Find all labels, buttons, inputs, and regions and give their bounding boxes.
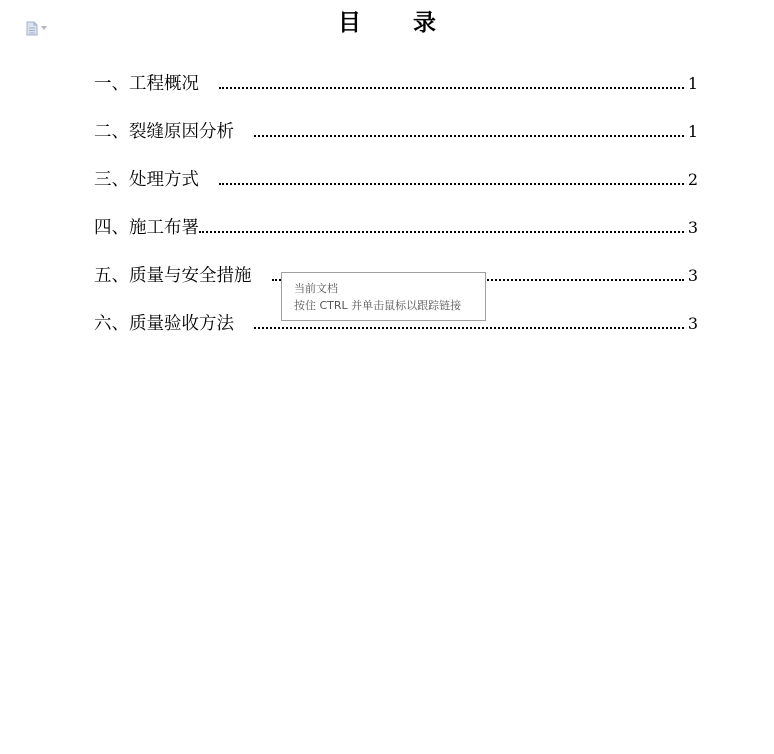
toc-entry-label: 五、质量与安全措施 [94,266,252,286]
toc-leader-dots [254,120,684,137]
toc-leader-dots [219,72,684,89]
toc-entry[interactable] [94,120,698,168]
toc-entry[interactable] [94,168,698,216]
tooltip-title: 当前文档 [294,282,338,295]
toc-page-number: 3 [687,314,698,333]
toc-entry[interactable] [94,216,698,264]
page-title: 目 录 [337,10,458,36]
toc-entry-label: 三、处理方式 [94,170,199,190]
toc-page-number: 3 [687,218,698,237]
toc-entry-label: 一、工程概况 [94,74,199,94]
toc-entry[interactable] [94,72,698,120]
toc-page-number: 2 [687,170,698,189]
toc-leader-dots [199,216,684,233]
hyperlink-tooltip [281,272,486,321]
toc-page-number: 1 [687,122,698,141]
toc-entry-label: 四、施工布署 [94,218,199,238]
toc-entry-label: 六、质量验收方法 [94,314,234,334]
tooltip-hint: 按住 CTRL 并单击鼠标以跟踪链接 [294,299,462,312]
toc-page-number: 1 [687,74,698,93]
toc-entry-label: 二、裂缝原因分析 [94,122,234,142]
toc-page-number: 3 [687,266,698,285]
toc-leader-dots [219,168,684,185]
